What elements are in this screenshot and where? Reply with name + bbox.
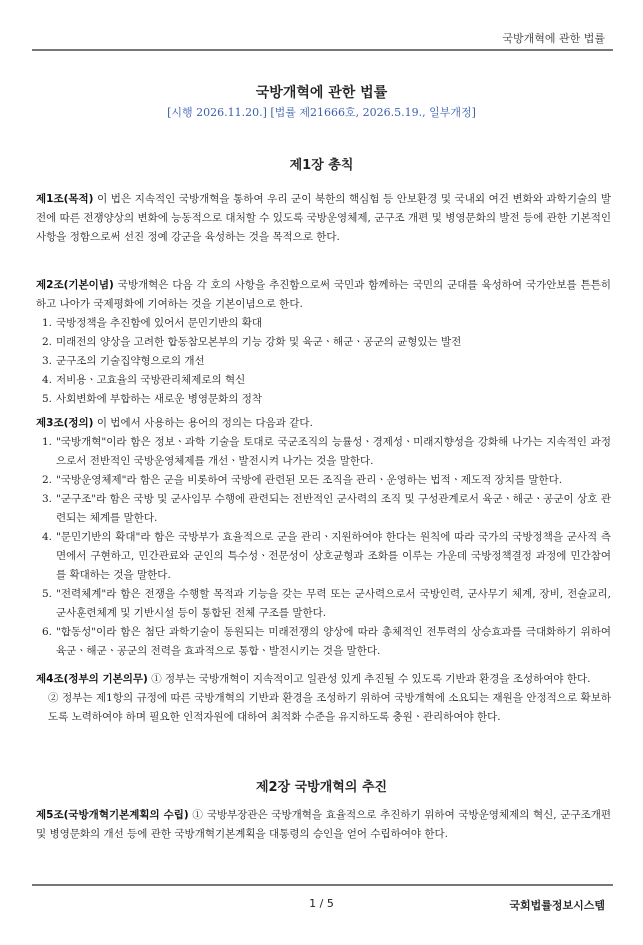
item-number: 1.	[42, 317, 53, 329]
item-number: 1.	[42, 436, 53, 448]
article-4-text: ① 정부는 국방개혁이 지속적이고 일관성 있게 추진될 수 있도록 기반과 환경을 조성하여야 한다.	[147, 673, 591, 685]
chapter-2-title: 제2장 국방개혁의 추진	[255, 780, 388, 795]
item-text: 국방정책을 추진함에 있어서 문민기반의 확대	[56, 317, 263, 329]
list-item	[36, 314, 611, 333]
item-number: 2.	[42, 336, 53, 348]
item-text: 사회변화에 부합하는 새로운 병영문화의 정착	[56, 393, 263, 405]
list-item	[36, 490, 611, 528]
footer-organization: 국회법률정보시스템	[509, 899, 605, 912]
article-3	[36, 414, 611, 661]
list-item	[36, 371, 611, 390]
article-2-head: 제2조(기본이념)	[36, 279, 114, 291]
article-5	[36, 806, 611, 844]
item-number: 3.	[42, 355, 53, 367]
article-4-paragraph-2: ② 정부는 제1항의 규정에 따른 국방개혁의 기반과 환경을 조성하기 위하여 국방개혁에 소요되는 재원을 안정적으로 확보하도록 노력하여야 하며 필요한 인적자원에 대하여 최적화 수준을 유지하도록 충원ㆍ관리하여야 한다.	[48, 692, 611, 723]
article-3-items	[36, 433, 611, 661]
item-number: 2.	[42, 474, 53, 486]
footer-divider	[32, 884, 613, 886]
list-item	[36, 623, 611, 661]
item-text: "군구조"라 함은 국방 및 군사임무 수행에 관련되는 전반적인 군사력의 조직 및 구성관계로서 육군ㆍ해군ㆍ공군이 상호 관련되는 체계를 말한다.	[56, 493, 611, 524]
document-meta: [시행 2026.11.20.] [법률 제21666호, 2026.5.19., 일부개정]	[167, 106, 476, 119]
article-2-text: 국방개혁은 다음 각 호의 사항을 추진함으로써 국민과 함께하는 국민의 군대를 육성하여 국가안보를 튼튼히 하고 나아가 국제평화에 기여하는 것을 기본이념으로 한다.	[36, 279, 611, 310]
article-5-head: 제5조(국방개혁기본계획의 수립)	[36, 809, 189, 821]
article-1-text: 이 법은 지속적인 국방개혁을 통하여 우리 군이 북한의 핵심험 등 안보환경 및 국내외 여건 변화와 과학기술의 발전에 따른 전쟁양상의 변화에 능동적으로 대처할 수 있도록 국방운영체제, 군구조 개편 및 병영문화의 발전 등에 관한 기본적인 사항을 정함으로써 선진 정예 강군을 육성하는 것을 목적으로 한다.	[36, 193, 611, 243]
page-number: 1 / 5	[309, 897, 334, 910]
list-item	[36, 390, 611, 409]
article-1	[36, 190, 611, 247]
article-1-head: 제1조(목적)	[36, 193, 94, 205]
article-2	[36, 276, 611, 409]
list-item	[36, 433, 611, 471]
header-divider	[32, 49, 613, 51]
item-text: 저비용ㆍ고효율의 국방관리체제로의 혁신	[56, 374, 246, 386]
item-number: 4.	[42, 374, 53, 386]
list-item	[36, 352, 611, 371]
item-text: "합동성"이라 함은 첨단 과학기술이 동원되는 미래전쟁의 양상에 따라 총체적인 전투력의 상승효과를 극대화하기 위하여 육군ㆍ해군ㆍ공군의 전력을 효과적으로 통합ㆍ발전시키는 것을 말한다.	[56, 626, 611, 657]
item-text: "전력체계"라 함은 전쟁을 수행할 목적과 기능을 갖는 무력 또는 군사력으로서 국방인력, 군사무기 체계, 장비, 전술교리, 군사훈련체계 및 기반시설 등이 통합된 전체 구조를 말한다.	[56, 588, 611, 619]
item-text: "문민기반의 확대"라 함은 국방부가 효율적으로 군을 관리ㆍ지원하여야 한다는 원칙에 따라 국가의 국방정책을 군사적 측면에서 구현하고, 민간관료와 군인의 특수성ㆍ전문성이 상호균형과 조화를 이루는 가운데 국방정책결정 과정에 민간참여를 확대하는 것을 말한다.	[56, 531, 611, 581]
document-title: 국방개혁에 관한 법률	[255, 85, 388, 101]
article-3-text: 이 법에서 사용하는 용어의 정의는 다음과 같다.	[93, 417, 313, 429]
item-number: 6.	[42, 626, 53, 638]
list-item	[36, 333, 611, 352]
item-number: 3.	[42, 493, 53, 505]
item-text: 미래전의 양상을 고려한 합동참모본부의 기능 강화 및 육군ㆍ해군ㆍ공군의 균형있는 발전	[56, 336, 462, 348]
list-item	[36, 585, 611, 623]
item-number: 5.	[42, 393, 53, 405]
item-text: 군구조의 기술집약형으로의 개선	[56, 355, 205, 367]
item-number: 5.	[42, 588, 53, 600]
article-4	[36, 670, 611, 727]
running-header-title: 국방개혁에 관한 법률	[502, 32, 605, 45]
chapter-1-title: 제1장 총칙	[289, 158, 354, 173]
list-item	[36, 528, 611, 585]
item-text: "국방운영체제"라 함은 군을 비롯하여 국방에 관련된 모든 조직을 관리ㆍ운영하는 법적ㆍ제도적 장치를 말한다.	[56, 474, 563, 486]
item-number: 4.	[42, 531, 53, 543]
article-2-items	[36, 314, 611, 409]
article-4-head: 제4조(정부의 기본의무)	[36, 673, 148, 685]
article-5-text: ① 국방부장관은 국방개혁을 효율적으로 추진하기 위하여 국방운영체제의 혁신, 군구조개편 및 병영문화의 개선 등에 관한 국방개혁기본계획을 대통령의 승인을 얻어 수립하여야 한다.	[36, 809, 611, 840]
list-item	[36, 471, 611, 490]
article-3-head: 제3조(정의)	[36, 417, 94, 429]
item-text: "국방개혁"이라 함은 정보ㆍ과학 기술을 토대로 국군조직의 능률성ㆍ경제성ㆍ미래지향성을 강화해 나가는 지속적인 과정으로서 전반적인 국방운영체제를 개선ㆍ발전시켜 나가는 것을 말한다.	[56, 436, 611, 467]
